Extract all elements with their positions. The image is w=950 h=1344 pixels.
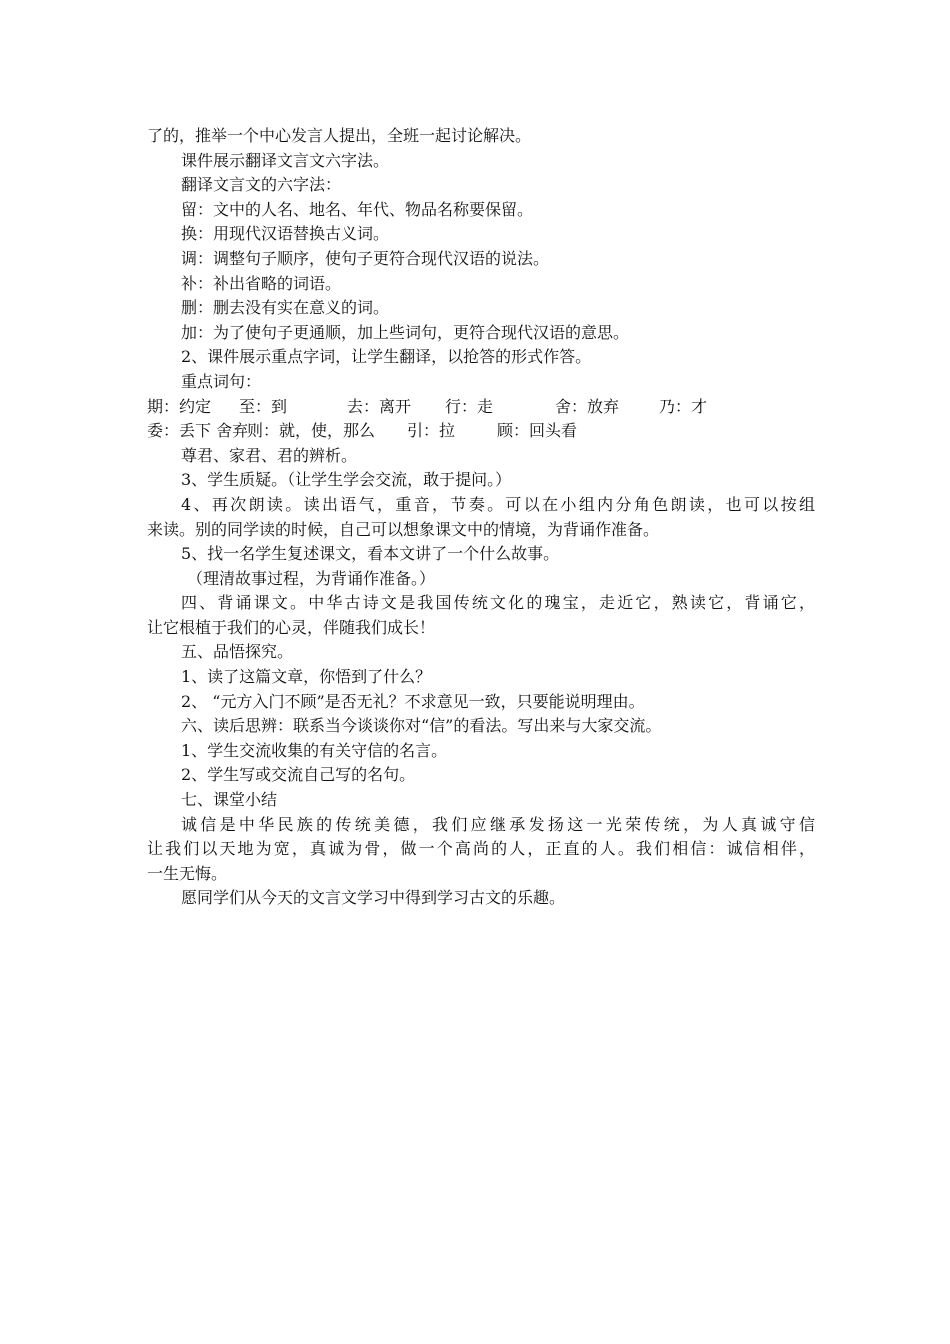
- vocab-item: 去：离开: [347, 396, 412, 416]
- method-replace: 换：用现代汉语替换古义词。: [181, 224, 390, 244]
- document-body: [147, 124, 815, 911]
- vocab-item: 期：约定: [147, 396, 212, 416]
- text-line: 2、 “元方入门不顾”是否无礼？不求意见一致，只要能说明理由。: [181, 691, 645, 711]
- text-line: （理清故事过程，为背诵作准备。）: [187, 568, 436, 588]
- text-line: 1、读了这篇文章，你悟到了什么？: [181, 667, 432, 687]
- paragraph-line: 一生无悔。: [147, 863, 228, 883]
- section-heading: 七、课堂小结: [181, 790, 278, 810]
- closing-line: 愿同学们从今天的文言文学习中得到学习古文的乐趣。: [181, 888, 566, 908]
- vocab-item: 顾：回头看: [497, 421, 578, 441]
- section-heading: 五、品悟探究。: [181, 642, 294, 662]
- method-supplement: 补：补出省略的词语。: [181, 273, 342, 293]
- paragraph-line: 诚信是中华民族的传统美德，我们应继承发扬这一光荣传统，为人真诚守信: [181, 814, 815, 834]
- paragraph-line: 四、背诵课文。中华古诗文是我国传统文化的瑰宝，走近它，熟读它，背诵它，: [181, 593, 815, 613]
- vocab-row: [147, 419, 815, 444]
- text-line: 课件展示翻译文言文六字法。: [181, 150, 390, 170]
- method-delete: 删：删去没有实在意义的词。: [181, 298, 390, 318]
- vocab-heading: 重点词句：: [181, 371, 262, 391]
- vocab-item: 委：丢下 舍弃: [147, 421, 249, 441]
- paragraph-line: 让我们以天地为宽，真诚为骨，做一个高尚的人，正直的人。我们相信：诚信相伴，: [147, 839, 815, 859]
- method-add: 加：为了使句子更通顺，加上些词句，更符合现代汉语的意思。: [181, 322, 630, 342]
- vocab-item: 行：走: [445, 396, 494, 416]
- text-line: 2、课件展示重点字词，让学生翻译，以抢答的形式作答。: [181, 347, 592, 367]
- vocab-item: 引：拉: [407, 421, 456, 441]
- text-line: 尊君、家君、君的辨析。: [181, 445, 358, 465]
- vocab-item: 至：到: [239, 396, 288, 416]
- text-line: 3、学生质疑。（让学生学会交流，敢于提问。）: [181, 470, 512, 490]
- vocab-item: 舍：放弃: [555, 396, 620, 416]
- vocab-item: 乃：才: [659, 396, 708, 416]
- text-line: 2、学生写或交流自己写的名句。: [181, 765, 416, 785]
- text-line: 翻译文言文的六字法：: [181, 175, 342, 195]
- paragraph-line: 来读。别的同学读的时候，自己可以想象课文中的情境，为背诵作准备。: [147, 519, 660, 539]
- method-retain: 留：文中的人名、地名、年代、物品名称要保留。: [181, 199, 534, 219]
- section-heading: 六、读后思辨：联系当今谈谈你对“信”的看法。写出来与大家交流。: [181, 716, 662, 736]
- method-adjust: 调：调整句子顺序，使句子更符合现代汉语的说法。: [181, 248, 550, 268]
- paragraph-line: 4、再次朗读。读出语气，重音，节奏。可以在小组内分角色朗读，也可以按组: [181, 494, 815, 514]
- text-line: 5、找一名学生复述课文，看本文讲了一个什么故事。: [181, 544, 560, 564]
- vocab-row: [147, 395, 815, 420]
- text-line: 1、学生交流收集的有关守信的名言。: [181, 740, 448, 760]
- text-line: 了的，推举一个中心发言人提出，全班一起讨论解决。: [147, 126, 532, 145]
- vocab-item: 则：就，使，那么: [247, 421, 376, 441]
- paragraph-line: 让它根植于我们的心灵，伴随我们成长！: [147, 617, 436, 637]
